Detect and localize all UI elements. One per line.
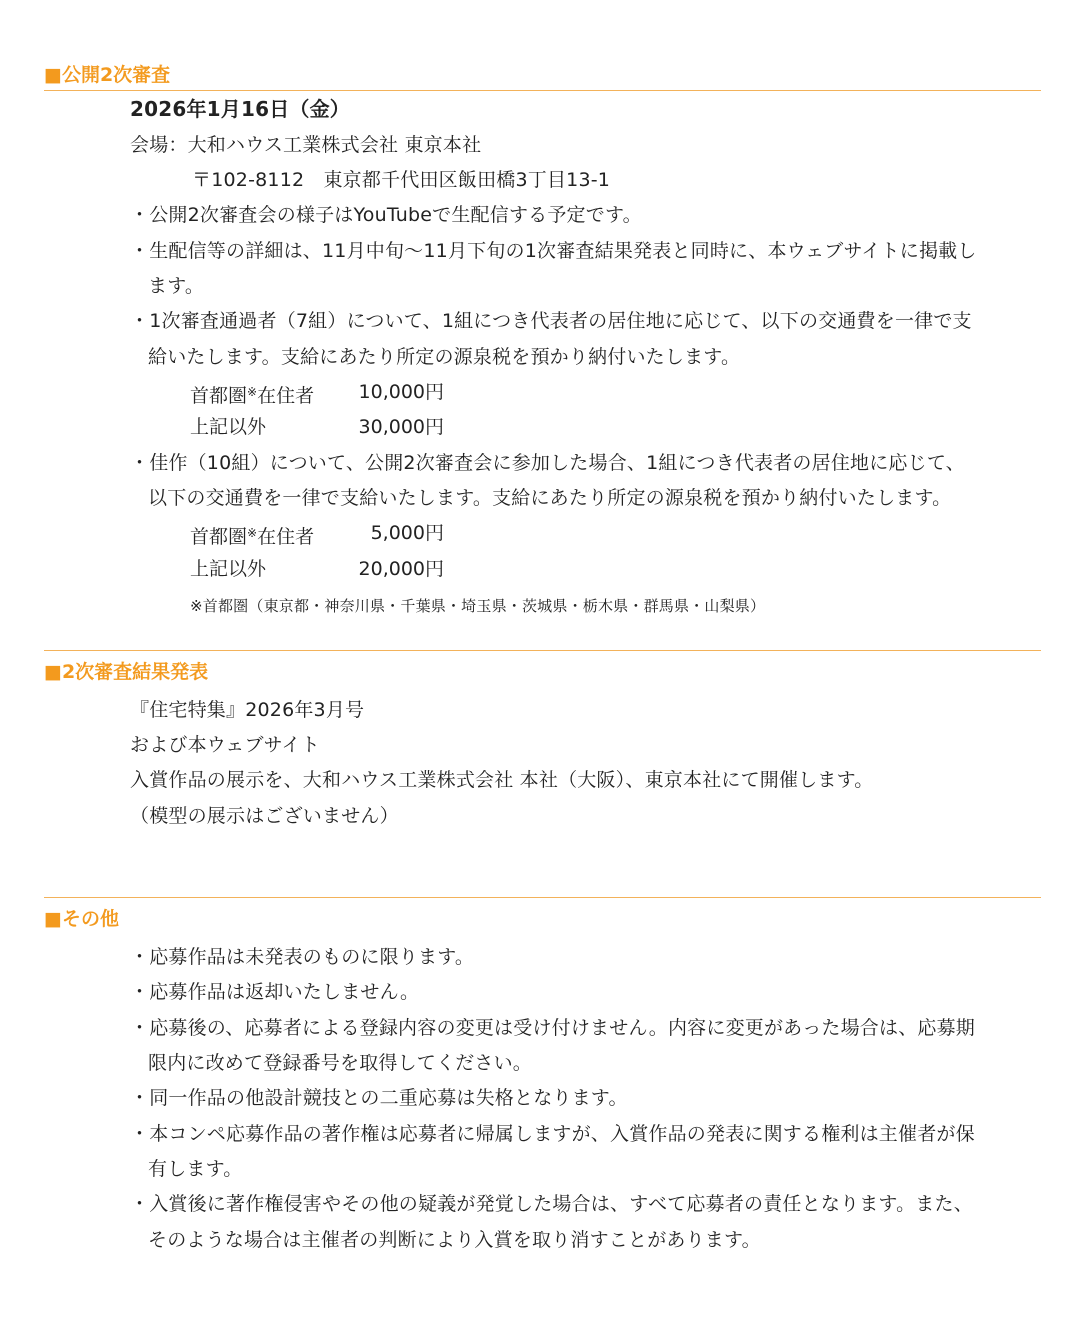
section-public-review	[44, 62, 1041, 91]
section-divider	[44, 897, 1041, 898]
list-item: ・応募後の、応募者による登録内容の変更は受け付けません。内容に変更があった場合は、応募期	[130, 1017, 975, 1039]
section-results	[44, 650, 1041, 685]
fee-amount: 30,000円	[358, 416, 444, 438]
fee-label: 首都圏※在住者	[190, 385, 315, 407]
list-item: ・同一作品の他設計競技との二重応募は失格となります。	[130, 1087, 628, 1109]
results-line: （模型の展示はございません）	[130, 805, 399, 827]
list-item-cont: そのような場合は主催者の判断により入賞を取り消すことがあります。	[148, 1229, 761, 1251]
results-line: および本ウェブサイト	[130, 734, 320, 756]
section-divider	[44, 90, 1041, 91]
fee-label: 上記以外	[190, 416, 267, 438]
list-item: ・公開2次審査会の様子はYouTubeで生配信する予定です。	[130, 204, 642, 226]
list-item: ・応募作品は返却いたしません。	[130, 981, 420, 1003]
review-date: 2026年1月16日（金）	[130, 97, 351, 121]
section-heading: ■2次審査結果発表	[44, 661, 209, 683]
list-item: ・佳作（10組）について、公開2次審査会に参加した場合、1組につき代表者の居住地に応じて、	[130, 452, 965, 474]
list-item-cont: 給いたします。支給にあたり所定の源泉税を預かり納付いたします。	[148, 346, 741, 368]
section-other	[44, 897, 1041, 932]
footnote: ※首都圏（東京都・神奈川県・千葉県・埼玉県・茨城県・栃木県・群馬県・山梨県）	[190, 597, 766, 615]
results-line: 入賞作品の展示を、大和ハウス工業株式会社 本社（大阪）、東京本社にて開催します。	[130, 769, 874, 791]
fee-amount: 10,000円	[358, 381, 444, 403]
list-item: ・入賞後に著作権侵害やその他の疑義が発覚した場合は、すべて応募者の責任となります。また、	[130, 1193, 973, 1215]
list-item: ・本コンペ応募作品の著作権は応募者に帰属しますが、入賞作品の発表に関する権利は主催者が保	[130, 1123, 975, 1145]
fee-amount: 5,000円	[370, 522, 444, 544]
section-heading: ■その他	[44, 908, 119, 930]
fee-label: 上記以外	[190, 558, 267, 580]
section-heading: ■公開2次審査	[44, 64, 171, 86]
list-item: ・応募作品は未発表のものに限ります。	[130, 946, 475, 968]
venue: 会場：大和ハウス工業株式会社 東京本社	[130, 134, 482, 156]
list-item: ・生配信等の詳細は、11月中旬～11月下旬の1次審査結果発表と同時に、本ウェブサイトに掲載し	[130, 240, 977, 262]
fee-label: 首都圏※在住者	[190, 526, 315, 548]
list-item-cont: ます。	[148, 275, 205, 297]
list-item-cont: 有します。	[148, 1158, 243, 1180]
list-item-cont: 限内に改めて登録番号を取得してください。	[148, 1052, 533, 1074]
section-divider	[44, 650, 1041, 651]
list-item: ・1次審査通過者（7組）について、1組につき代表者の居住地に応じて、以下の交通費を一律で支	[130, 310, 972, 332]
address: 〒102-8112 東京都千代田区飯田橋3丁目13-1	[192, 169, 611, 191]
fee-amount: 20,000円	[358, 558, 444, 580]
results-line: 『住宅特集』2026年3月号	[130, 699, 365, 721]
list-item-cont: 以下の交通費を一律で支給いたします。支給にあたり所定の源泉税を預かり納付いたします。	[148, 487, 952, 509]
